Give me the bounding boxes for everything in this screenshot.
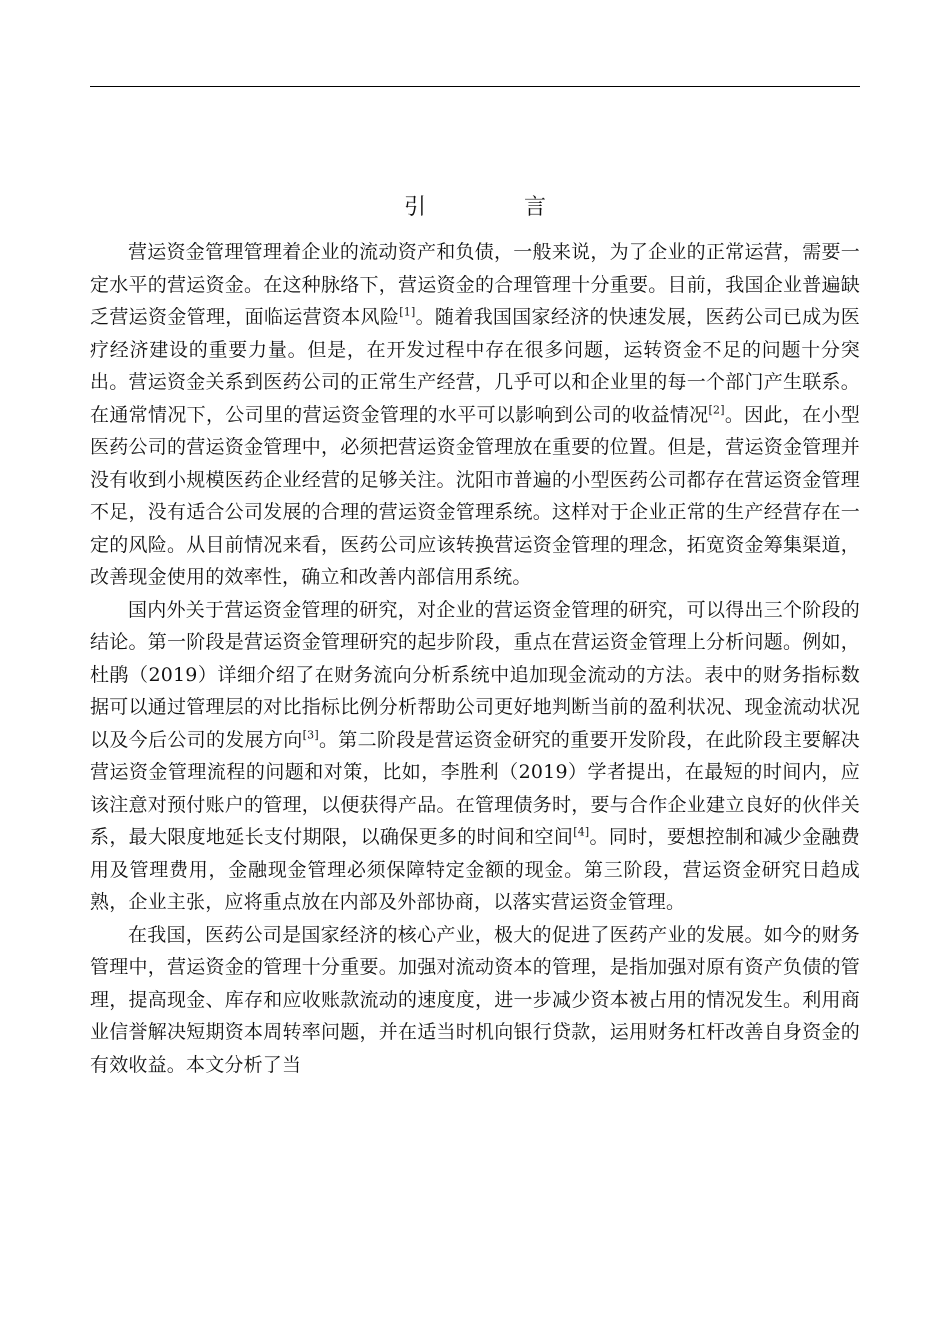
header-rule [90, 86, 860, 87]
body-text [90, 236, 860, 1081]
text-run: 国内外关于营运资金管理的研究，对企业的营运资金管理的研究，可以得出三个阶段的结论。第一阶段是营运资金管理研究的起步阶段，重点在营运资金管理上分析问题。例如，杜鹃（2019）详细介绍了在财务流向分析系统中追加现金流动的方法。表中的财务指标数据可以通过管理层的对比指标比例分析帮助公司更好地判断当前的盈利状况、现金流动状况以及今后公司的发展方向 [90, 598, 860, 751]
paragraph [90, 919, 860, 1082]
text-run: 。随着我国国家经济的快速发展，医药公司已成为医疗经济建设的重要力量。但是，在开发过程中存在很多问题，运转资金不足的问题十分突出。营运资金关系到医药公司的正常生产经营，几乎可以和企业里的每一个部门产生联系。在通常情况下，公司里的营运资金管理的水平可以影响到公司的收益情况 [90, 306, 861, 426]
paragraph [90, 594, 860, 919]
text-run: 。同时，要想控制和减少金融费用及管理费用，金融现金管理必须保障特定金额的现金。第三阶段，营运资金研究日趋成熟，企业主张，应将重点放在内部及外部协商，以落实营运资金管理。 [90, 826, 860, 913]
citation-ref: [2] [708, 403, 725, 417]
text-run: 营运资金管理管理着企业的流动资产和负债，一般来说，为了企业的正常运营，需要一定水平的营运资金。在这种脉络下，营运资金的合理管理十分重要。目前，我国企业普遍缺乏营运资金管理，面临运营资本风险 [90, 241, 860, 328]
text-run: 在我国，医药公司是国家经济的核心产业，极大的促进了医药产业的发展。如今的财务管理中，营运资金的管理十分重要。加强对流动资本的管理，是指加强对原有资产负债的管理，提高现金、库存和应收账款流动的速度度，进一步减少资本被占用的情况发生。利用商业信誉解决短期资本周转率问题，并在适当时机向银行贷款，运用财务杠杆改善自身资金的有效收益。本文分析了当 [90, 923, 860, 1076]
citation-ref: [4] [573, 825, 590, 839]
citation-ref: [3] [302, 728, 319, 742]
text-run: 。因此，在小型医药公司的营运资金管理中，必须把营运资金管理放在重要的位置。但是，营运资金管理并没有收到小规模医药企业经营的足够关注。沈阳市普遍的小型医药公司都存在营运资金管理不足，没有适合公司发展的合理的营运资金管理系统。这样对于企业正常的生产经营存在一定的风险。从目前情况来看，医药公司应该转换营运资金管理的理念，拓宽资金筹集渠道，改善现金使用的效率性，确立和改善内部信用系统。 [90, 403, 861, 588]
text-run: 。第二阶段是营运资金研究的重要开发阶段，在此阶段主要解决营运资金管理流程的问题和对策，比如，李胜利（2019）学者提出，在最短的时间内，应该注意对预付账户的管理，以便获得产品。在管理债务时，要与合作企业建立良好的伙伴关系，最大限度地延长支付期限，以确保更多的时间和空间 [90, 728, 861, 848]
page-title: 引 言 [403, 195, 584, 220]
paragraph [90, 236, 860, 594]
citation-ref: [1] [399, 305, 416, 319]
